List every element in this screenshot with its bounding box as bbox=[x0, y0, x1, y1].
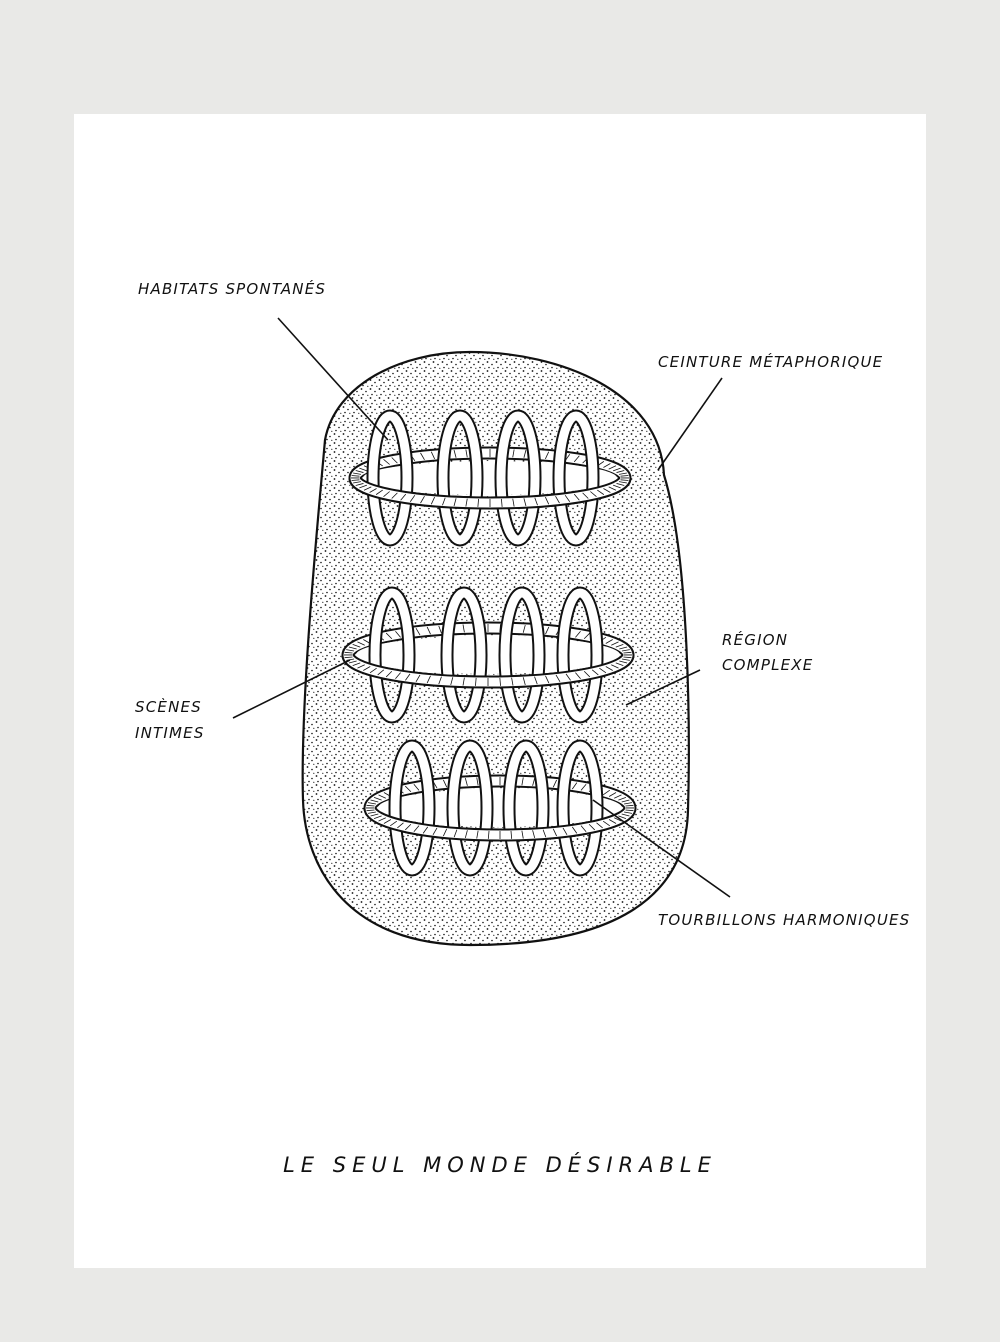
label-ceinture: CEINTURE MÉTAPHORIQUE bbox=[658, 353, 884, 371]
leader-ceinture bbox=[658, 378, 722, 470]
label-region-2: COMPLEXE bbox=[722, 656, 814, 674]
label-tourbillons: TOURBILLONS HARMONIQUES bbox=[658, 911, 911, 929]
page-title: LE SEUL MONDE DÉSIRABLE bbox=[283, 1153, 717, 1177]
label-habitats: HABITATS SPONTANÉS bbox=[138, 280, 327, 298]
ring-opening bbox=[356, 636, 620, 674]
ring-opening bbox=[378, 789, 622, 827]
label-scenes-2: INTIMES bbox=[135, 724, 205, 742]
label-scenes-1: SCÈNES bbox=[135, 698, 202, 716]
rings-group bbox=[344, 416, 634, 870]
label-region-1: RÉGION bbox=[722, 631, 789, 649]
